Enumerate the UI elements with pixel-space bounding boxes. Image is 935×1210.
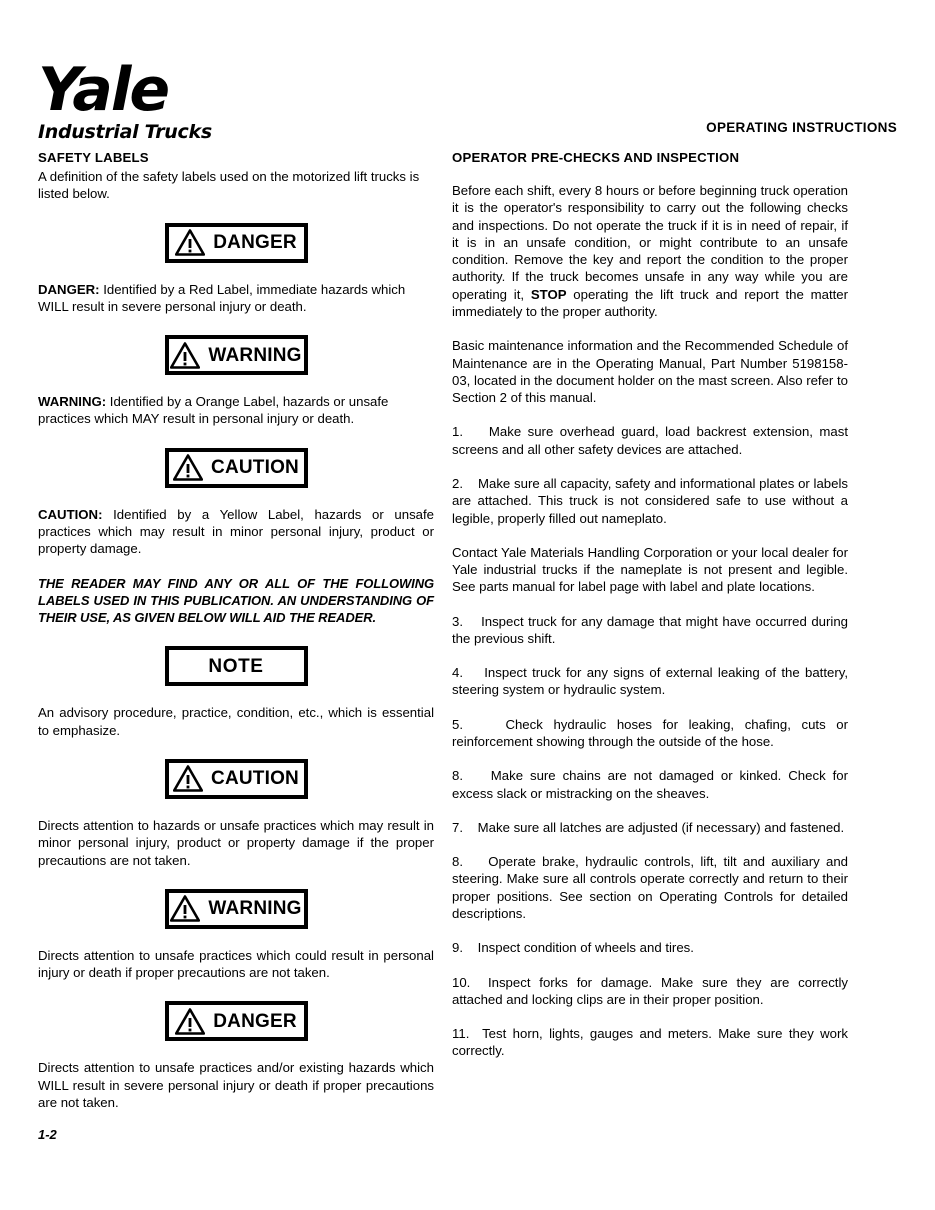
checklist-item	[452, 939, 848, 956]
safety-label-warning-text: WARNING	[208, 898, 302, 920]
checklist-item	[452, 664, 848, 699]
maintenance-info-paragraph: Basic maintenance information and the Recommended Schedule of Maintenance are in the Operating Manual, Part Number 5198158-03, located in the document holder on the mast screen. Also refer to Section 2 of this manual.	[452, 338, 848, 406]
safety-label-danger-text: DANGER	[213, 232, 297, 254]
checklist-item-number: 8.	[452, 768, 463, 784]
checklist-item-text: Make sure overhead guard, load backrest extension, mast screens and all other safety devices are attached.	[452, 424, 848, 457]
stop-emphasis: STOP	[530, 286, 567, 302]
safety-label-danger-text: DANGER	[213, 1010, 297, 1032]
section-heading-operator-prechecks: OPERATOR PRE-CHECKS AND INSPECTION	[452, 150, 740, 165]
danger-definition-lead: DANGER:	[38, 281, 100, 297]
note-definition: An advisory procedure, practice, condition, etc., which is essential to emphasize.	[38, 705, 434, 738]
safety-label-warning-text: WARNING	[208, 344, 302, 366]
warning-triangle-icon	[170, 895, 200, 922]
checklist-item-number: 4.	[452, 665, 463, 681]
warning-triangle-icon	[170, 342, 200, 369]
checklist-item	[452, 974, 848, 1009]
checklist-item-text: Test horn, lights, gauges and meters. Make sure they work correctly.	[452, 1026, 848, 1059]
checklist-item	[452, 475, 848, 527]
label-block-danger-1	[38, 223, 434, 263]
label-block-note	[38, 646, 434, 686]
logo-wordmark: Yale	[38, 55, 169, 125]
label-block-warning-2	[38, 889, 434, 929]
checklist-item	[452, 423, 848, 458]
checklist-item-number: 2.	[452, 475, 463, 491]
checklist-item-text: Inspect forks for damage. Make sure they are correctly attached and locking clips are in their proper position.	[452, 974, 848, 1007]
warning-triangle-icon	[173, 454, 203, 481]
warning-definition-lead: WARNING:	[38, 394, 107, 410]
caution-definition-body: Identified by a Yellow Label, hazards or unsafe practices which may result in minor personal injury, product or property damage.	[38, 506, 434, 557]
checklist-item-number: 7.	[452, 819, 463, 835]
checklist-item	[452, 767, 848, 802]
running-head: OPERATING INSTRUCTIONS	[706, 120, 897, 135]
checklist-item-number: 1.	[452, 424, 463, 440]
left-column	[38, 150, 434, 1111]
checklist-item-text: Inspect condition of wheels and tires.	[477, 940, 694, 956]
checklist-item-text: Make sure chains are not damaged or kinked. Check for excess slack or mistracking on the sheaves.	[452, 768, 848, 801]
section-heading-safety-labels: SAFETY LABELS	[38, 150, 149, 165]
prechecks-intro-paragraph	[452, 182, 848, 320]
prechecks-intro-part-b: operating the lift truck and report the matter immediately to the proper authority.	[452, 286, 849, 319]
label-block-caution-1	[38, 448, 434, 488]
checklist-item-number: 3.	[452, 613, 463, 629]
checklist-item-number: 11.	[452, 1026, 470, 1042]
checklist-item	[452, 853, 848, 922]
right-column	[452, 150, 848, 1060]
brand-logo	[38, 55, 298, 143]
safety-label-note	[165, 646, 308, 686]
danger-directs-text: Directs attention to unsafe practices and/or existing hazards which WILL result in severe personal injury or death if proper precautions are not taken.	[38, 1060, 434, 1110]
checklist-item-text: Inspect truck for any damage that might have occurred during the previous shift.	[452, 613, 849, 646]
caution-directs-text: Directs attention to hazards or unsafe practices which may result in minor personal injury, product or property damage if the proper precautions are not taken.	[38, 817, 434, 868]
checklist-item-text: Operate brake, hydraulic controls, lift, tilt and auxiliary and steering. Make sure all controls operate correctly and return to their proper positions. See section on Operating Controls for detailed descriptions.	[452, 854, 848, 921]
checklist-item-number: 10.	[452, 974, 471, 990]
caution-definition-lead: CAUTION:	[38, 506, 103, 522]
caution-definition	[38, 506, 434, 558]
safety-label-warning	[165, 335, 308, 375]
reader-advisory-note: THE READER MAY FIND ANY OR ALL OF THE FOLLOWING LABELS USED IN THIS PUBLICATION. AN UNDERSTANDING OF THEIR USE, AS GIVEN BELOW WILL AID THE READER.	[38, 575, 434, 626]
safety-label-note-text: NOTE	[208, 655, 264, 677]
safety-label-danger	[165, 223, 308, 263]
label-block-warning-1	[38, 335, 434, 375]
warning-triangle-icon	[175, 1008, 205, 1035]
warning-triangle-icon	[173, 765, 203, 792]
danger-definition	[38, 281, 434, 316]
safety-label-caution	[165, 448, 308, 488]
prechecks-intro-part-a: Before each shift, every 8 hours or before beginning truck operation it is the operator's responsibility to carry out the following checks and inspections. Do not operate the truck if it is in need of repair, if it is in an unsafe condition, or might contribute to an unsafe condition. Remove the key and report the condition to the proper authority. If the truck becomes unsafe in any way while you are operating it,	[452, 183, 848, 302]
safety-label-danger	[165, 1001, 308, 1041]
warning-definition-body: Identified by a Orange Label, hazards or unsafe practices which MAY result in personal injury or death.	[38, 394, 389, 427]
safety-label-caution-text: CAUTION	[211, 457, 299, 479]
warning-triangle-icon	[175, 229, 205, 256]
checklist-item	[452, 613, 848, 648]
safety-label-warning	[165, 889, 308, 929]
label-block-danger-2	[38, 1001, 434, 1041]
checklist-item-text: Check hydraulic hoses for leaking, chafing, cuts or reinforcement showing through the outside of the hose.	[452, 716, 849, 750]
checklist-item-number: 5.	[452, 716, 463, 732]
safety-labels-intro: A definition of the safety labels used on the motorized lift trucks is listed below.	[38, 169, 420, 202]
label-block-caution-2	[38, 759, 434, 799]
checklist-item-text: Make sure all capacity, safety and informational plates or labels are attached. This truck is not considered safe to use without a legible, properly filled out nameplato.	[452, 475, 848, 526]
safety-label-caution	[165, 759, 308, 799]
checklist-item-text: Make sure all latches are adjusted (if necessary) and fastened.	[477, 819, 845, 835]
warning-definition	[38, 393, 434, 428]
checklist-item-number: 9.	[452, 940, 463, 956]
danger-definition-body: Identified by a Red Label, immediate hazards which WILL result in severe personal injury or death.	[38, 281, 406, 314]
checklist-item	[452, 819, 848, 836]
checklist-item-text: Inspect truck for any signs of external leaking of the battery, steering system or hydraulic system.	[452, 665, 848, 698]
checklist-item	[452, 1025, 848, 1060]
contact-yale-paragraph: Contact Yale Materials Handling Corporation or your local dealer for Yale industrial trucks if the nameplate is not present and legible. See parts manual for label page with label and plate locations.	[452, 544, 848, 595]
warning-directs-text: Directs attention to unsafe practices which could result in personal injury or death if proper precautions are not taken.	[38, 947, 434, 981]
logo-subtitle: Industrial Trucks	[38, 121, 212, 143]
page-number: 1-2	[38, 1127, 57, 1142]
checklist-item-number: 8.	[452, 854, 463, 870]
safety-label-caution-text: CAUTION	[211, 768, 299, 790]
checklist-item	[452, 716, 848, 751]
